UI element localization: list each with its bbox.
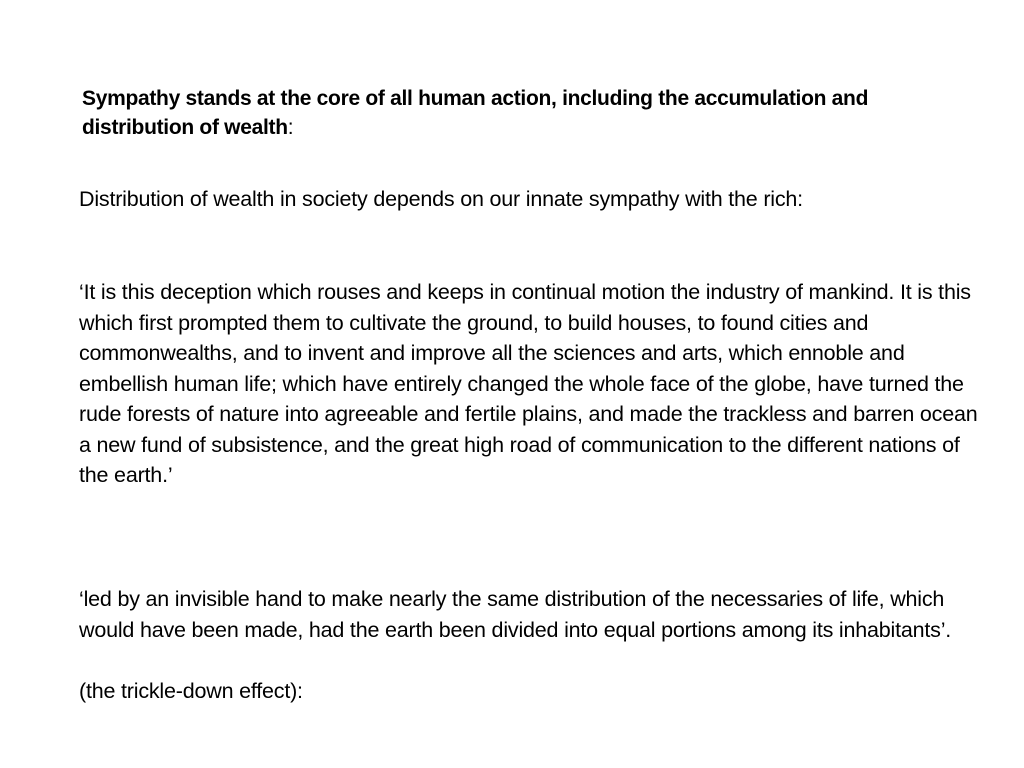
intro-paragraph: Distribution of wealth in society depends on our innate sympathy with the rich: <box>79 187 803 211</box>
slide-heading <box>82 84 982 142</box>
quote-invisible-hand-paragraph: ‘led by an invisible hand to make nearly the same distribution of the necessaries of life, which would have been made, had the earth been divided into equal portions among its inhabitants’. <box>79 587 952 642</box>
heading-bold-text: Sympathy stands at the core of all human action, including the accumulation and distribution of wealth <box>82 87 869 139</box>
quote-deception-paragraph: ‘It is this deception which rouses and keeps in continual motion the industry of mankind. It is this which first prompted them to cultivate the ground, to build houses, to found cities and commonwealths, and to invent and improve all the sciences and arts, which ennoble and embellish human life; which have entirely changed the whole face of the globe, have turned the rude forests of nature into agreeable and fertile plains, and made the trackless and barren ocean a new fund of subsistence, and the great high road of communication to the different nations of the earth.’ <box>79 280 978 487</box>
trickle-down-note: (the trickle-down effect): <box>79 679 303 703</box>
heading-colon: : <box>287 116 294 139</box>
